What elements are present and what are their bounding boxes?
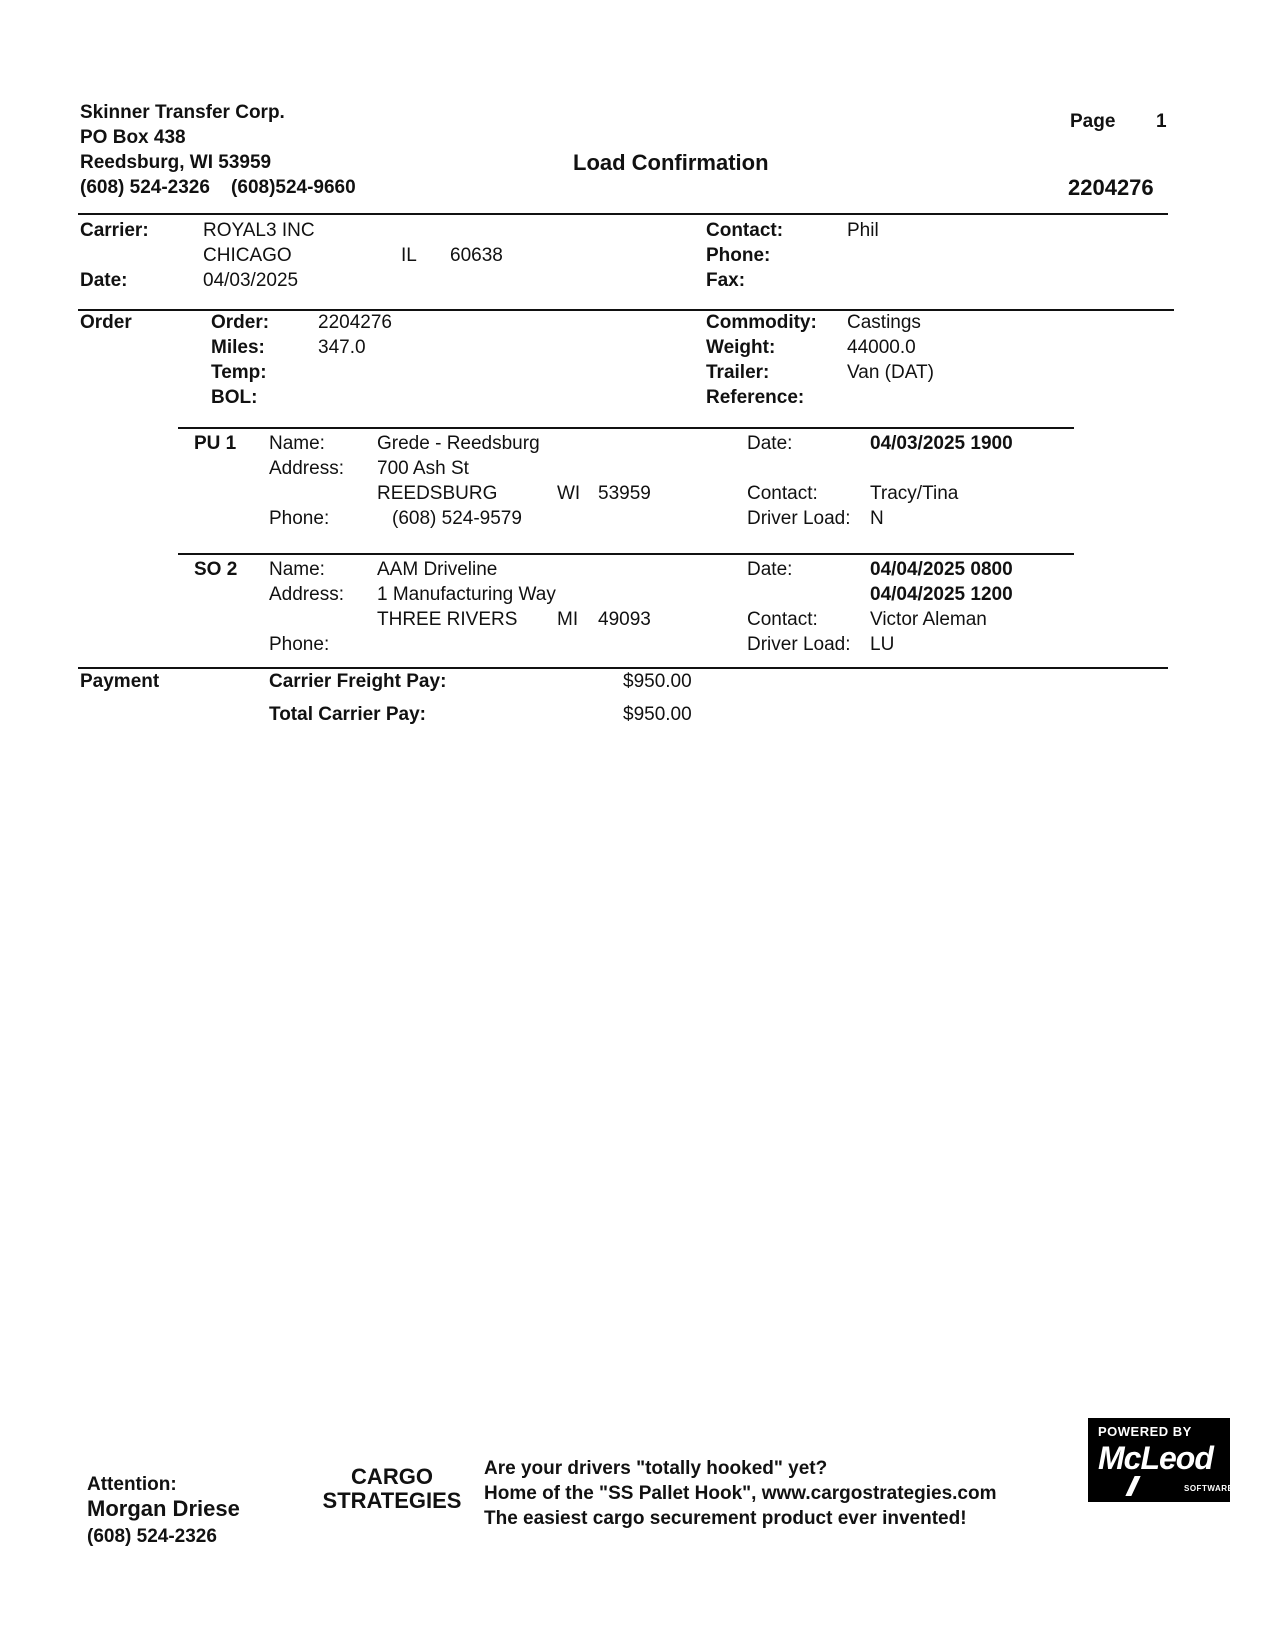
company-address-line2: Reedsburg, WI 53959 bbox=[80, 152, 272, 173]
stop-state: MI bbox=[557, 609, 579, 630]
stop-phone-label: Phone: bbox=[269, 634, 330, 655]
stop-driver-load-label: Driver Load: bbox=[747, 634, 851, 655]
stop-city: THREE RIVERS bbox=[377, 609, 518, 630]
carrier-fax-label: Fax: bbox=[706, 270, 746, 291]
miles-value: 347.0 bbox=[318, 337, 366, 358]
stop-driver-load: N bbox=[870, 508, 884, 529]
stop-date-label: Date: bbox=[747, 433, 793, 454]
carrier-label: Carrier: bbox=[80, 220, 149, 241]
stop-1-divider bbox=[178, 427, 1074, 429]
stop-code: SO 2 bbox=[194, 559, 238, 580]
miles-label: Miles: bbox=[211, 337, 265, 358]
order-number: 2204276 bbox=[318, 312, 392, 333]
company-address-line1: PO Box 438 bbox=[80, 127, 186, 148]
reference-label: Reference: bbox=[706, 387, 805, 408]
attention-name: Morgan Driese bbox=[87, 1496, 240, 1521]
carrier-state: IL bbox=[401, 245, 417, 266]
logo-brand-text: McLeod bbox=[1098, 1440, 1213, 1476]
stop-phone: (608) 524-9579 bbox=[392, 508, 522, 529]
carrier-name: ROYAL3 INC bbox=[203, 220, 315, 241]
stop-driver-load: LU bbox=[870, 634, 895, 655]
stop-address-label: Address: bbox=[269, 458, 344, 479]
bol-label: BOL: bbox=[211, 387, 258, 408]
weight-value: 44000.0 bbox=[847, 337, 916, 358]
order-section-label: Order bbox=[80, 312, 132, 333]
carrier-zip: 60638 bbox=[450, 245, 503, 266]
commodity-value: Castings bbox=[847, 312, 921, 333]
total-pay-label: Total Carrier Pay: bbox=[269, 704, 426, 725]
order-number-label: Order: bbox=[211, 312, 270, 333]
stop-city: REEDSBURG bbox=[377, 483, 498, 504]
page-number: 1 bbox=[1156, 111, 1167, 132]
stop-address-label: Address: bbox=[269, 584, 344, 605]
attention-label: Attention: bbox=[87, 1474, 177, 1495]
carrier-date-label: Date: bbox=[80, 270, 128, 291]
mcleod-logo bbox=[1088, 1418, 1234, 1502]
carrier-contact: Phil bbox=[847, 220, 879, 241]
stop-date: 04/04/2025 0800 bbox=[870, 559, 1013, 580]
stop-contact-label: Contact: bbox=[747, 483, 818, 504]
page-title: Load Confirmation bbox=[573, 150, 769, 175]
stop-contact: Victor Aleman bbox=[870, 609, 987, 630]
logo-bottom-text: SOFTWARE bbox=[1184, 1484, 1234, 1493]
logo-top-text: POWERED BY bbox=[1098, 1424, 1192, 1439]
carrier-city: CHICAGO bbox=[203, 245, 292, 266]
freight-pay-value: $950.00 bbox=[623, 671, 692, 692]
attention-phone: (608) 524-2326 bbox=[87, 1526, 217, 1547]
stop-zip: 49093 bbox=[598, 609, 651, 630]
freight-pay-label: Carrier Freight Pay: bbox=[269, 671, 447, 692]
page-label: Page bbox=[1070, 111, 1116, 132]
stop-name: AAM Driveline bbox=[377, 559, 498, 580]
stop-zip: 53959 bbox=[598, 483, 651, 504]
stop-name-label: Name: bbox=[269, 559, 325, 580]
commodity-label: Commodity: bbox=[706, 312, 817, 333]
ad-brand-line2: STRATEGIES bbox=[322, 1488, 462, 1513]
carrier-contact-label: Contact: bbox=[706, 220, 784, 241]
ad-brand-line1: CARGO bbox=[351, 1464, 433, 1489]
ad-line3: The easiest cargo securement product ever invented! bbox=[484, 1508, 967, 1529]
stop-date-label: Date: bbox=[747, 559, 793, 580]
stop-2-divider bbox=[178, 553, 1074, 555]
logo-slash-icon bbox=[1125, 1476, 1140, 1496]
temp-label: Temp: bbox=[211, 362, 267, 383]
stop-state: WI bbox=[557, 483, 581, 504]
carrier-date: 04/03/2025 bbox=[203, 270, 299, 291]
carrier-divider bbox=[78, 309, 1174, 311]
stop-date: 04/03/2025 1900 bbox=[870, 433, 1013, 454]
ad-line1: Are your drivers "totally hooked" yet? bbox=[484, 1458, 828, 1479]
trailer-label: Trailer: bbox=[706, 362, 770, 383]
stop-contact-label: Contact: bbox=[747, 609, 818, 630]
company-phones: (608) 524-2326 (608)524-9660 bbox=[80, 177, 356, 198]
ad-line2: Home of the "SS Pallet Hook", www.cargostrategies.com bbox=[484, 1483, 997, 1504]
company-name: Skinner Transfer Corp. bbox=[80, 102, 285, 123]
stop-driver-load-label: Driver Load: bbox=[747, 508, 851, 529]
stop-date-end: 04/04/2025 1200 bbox=[870, 584, 1013, 605]
total-pay-value: $950.00 bbox=[623, 704, 692, 725]
header-divider bbox=[78, 213, 1168, 215]
stop-name: Grede - Reedsburg bbox=[377, 433, 540, 454]
stop-name-label: Name: bbox=[269, 433, 325, 454]
carrier-phone-label: Phone: bbox=[706, 245, 771, 266]
trailer-value: Van (DAT) bbox=[847, 362, 934, 383]
stop-phone-label: Phone: bbox=[269, 508, 330, 529]
stop-street: 700 Ash St bbox=[377, 458, 469, 479]
document-number: 2204276 bbox=[1068, 175, 1154, 200]
stop-code: PU 1 bbox=[194, 433, 237, 454]
stop-street: 1 Manufacturing Way bbox=[377, 584, 556, 605]
stop-contact: Tracy/Tina bbox=[870, 483, 959, 504]
payment-divider bbox=[78, 667, 1168, 669]
weight-label: Weight: bbox=[706, 337, 776, 358]
payment-section-label: Payment bbox=[80, 671, 160, 692]
